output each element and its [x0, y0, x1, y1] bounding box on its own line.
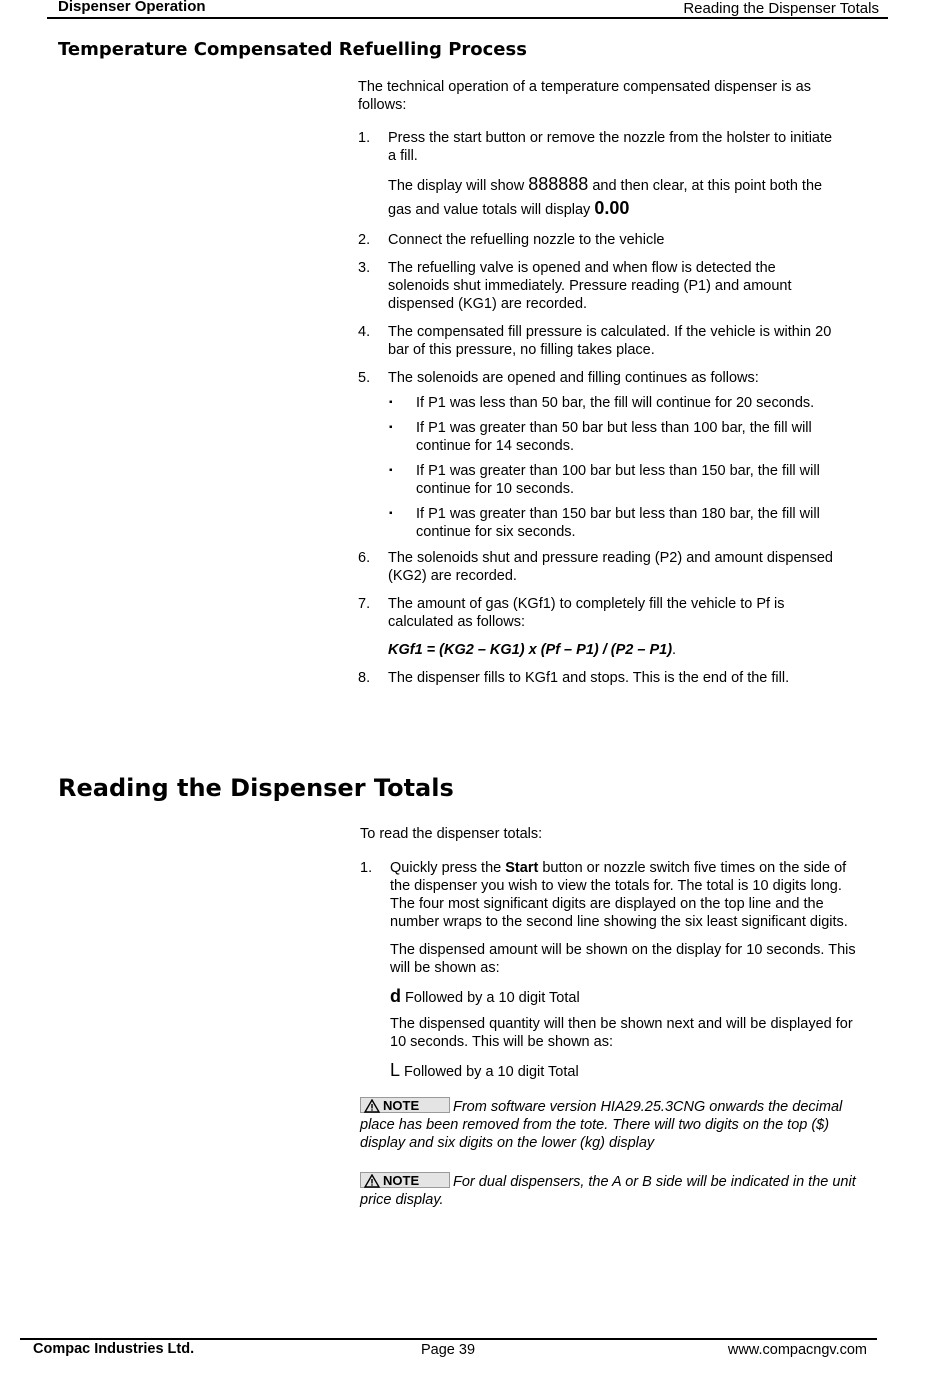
step-text: The solenoids are opened and filling continues as follows: — [388, 370, 759, 386]
start-button-label: Start — [505, 860, 539, 876]
section-title-refuelling-process: Temperature Compensated Refuelling Process — [58, 39, 527, 60]
step-6 — [358, 549, 838, 585]
note-dual-dispensers — [360, 1172, 860, 1209]
step-text: The compensated fill pressure is calculated. If the vehicle is within 20 bar of this pressure, no filling takes place. — [388, 324, 832, 358]
note-text: From software version HIA29.25.3CNG onwards the decimal place has been removed from the tote. There will two digits on the top ($) display and six digits on the lower (kg) display — [360, 1099, 843, 1151]
bullet-square-icon: ▪ — [389, 465, 393, 476]
fill-duration-bullet — [358, 505, 838, 541]
step-7 — [358, 595, 838, 631]
step-4 — [358, 323, 838, 359]
display-code-zero: 0.00 — [594, 198, 630, 218]
quantity-display-code-line — [360, 1059, 860, 1083]
bullet-text: If P1 was greater than 50 bar but less than 100 bar, the fill will continue for 14 seconds. — [416, 420, 812, 454]
display-note-text: and then clear, at this point both the gas and value totals will display — [388, 178, 823, 218]
amount-display-text: The dispensed amount will be shown on the display for 10 seconds. This will be shown as: — [390, 942, 856, 976]
quantity-display-code: L — [390, 1060, 401, 1080]
step-number: 6. — [358, 550, 371, 566]
note-software-version — [360, 1097, 860, 1152]
step-text: Quickly press the — [390, 860, 506, 876]
step-number: 7. — [358, 596, 371, 612]
amount-display-code-line — [360, 985, 860, 1009]
refuelling-process-body — [358, 78, 838, 687]
amount-display-suffix: Followed by a 10 digit Total — [401, 990, 580, 1006]
display-note-text: The display will show — [388, 178, 529, 194]
step-3 — [358, 259, 838, 313]
refuelling-intro: The technical operation of a temperature compensated dispenser is as follows: — [358, 79, 811, 113]
fill-duration-bullet — [358, 394, 838, 412]
step-text: The solenoids shut and pressure reading (P2) and amount dispensed (KG2) are recorded. — [388, 550, 833, 584]
display-note — [358, 173, 838, 221]
step-number: 8. — [358, 670, 371, 686]
step-text: The dispenser fills to KGf1 and stops. This is the end of the fill. — [388, 670, 790, 686]
step-number: 4. — [358, 324, 371, 340]
fill-duration-bullet — [358, 419, 838, 455]
bullet-text: If P1 was greater than 150 bar but less than 180 bar, the fill will continue for six seconds. — [416, 506, 820, 540]
footer-page-number: Page 39 — [421, 1342, 476, 1358]
note-label: NOTE — [383, 1098, 420, 1113]
bullet-text: If P1 was greater than 100 bar but less than 150 bar, the fill will continue for 10 seconds. — [416, 463, 820, 497]
step-text: button or nozzle switch five times on the side of the dispenser you wish to view the totals for. The total is 10 digits long. The four most significant digits are displayed on the top line and the number wraps to the second line showing the six least significant digits. — [390, 860, 848, 930]
step-5 — [358, 369, 838, 387]
step-2 — [358, 231, 838, 249]
bullet-square-icon: ▪ — [389, 422, 393, 433]
reading-totals-intro: To read the dispenser totals: — [360, 826, 543, 842]
bullet-square-icon: ▪ — [389, 397, 393, 408]
step-text: Connect the refuelling nozzle to the vehicle — [388, 232, 665, 248]
section-title-reading-totals: Reading the Dispenser Totals — [58, 774, 454, 802]
footer-website: www.compacngv.com — [727, 1342, 867, 1358]
warning-icon — [364, 1099, 380, 1113]
quantity-display-text: The dispensed quantity will then be shown next and will be displayed for 10 seconds. This will be shown as: — [390, 1016, 853, 1050]
footer-rule — [20, 1338, 877, 1340]
note-label: NOTE — [383, 1173, 420, 1188]
warning-icon — [364, 1174, 380, 1188]
step-text: The amount of gas (KGf1) to completely fill the vehicle to Pf is calculated as follows: — [388, 596, 785, 630]
running-header-section: Dispenser Operation — [58, 0, 206, 15]
fill-duration-bullet — [358, 462, 838, 498]
step-number: 1. — [358, 130, 371, 146]
header-rule — [47, 17, 888, 19]
amount-display-code: d — [390, 986, 401, 1006]
step-number: 2. — [358, 232, 371, 248]
step-text: Press the start button or remove the nozzle from the holster to initiate a fill. — [388, 130, 833, 164]
totals-step-1 — [360, 859, 860, 931]
display-code-888888: 888888 — [528, 174, 589, 194]
bullet-square-icon: ▪ — [389, 508, 393, 519]
quantity-display-suffix: Followed by a 10 digit Total — [400, 1064, 579, 1080]
note-text: For dual dispensers, the A or B side will be indicated in the unit price display. — [360, 1174, 856, 1208]
step-number: 1. — [360, 860, 373, 876]
formula-end: . — [672, 642, 677, 658]
running-header-topic: Reading the Dispenser Totals — [683, 0, 879, 17]
step-number: 5. — [358, 370, 371, 386]
formula-text: KGf1 = (KG2 – KG1) x (Pf – P1) / (P2 – P1) — [388, 642, 673, 658]
reading-totals-body — [360, 825, 860, 1209]
bullet-text: If P1 was less than 50 bar, the fill will continue for 20 seconds. — [416, 395, 815, 411]
footer-company: Compac Industries Ltd. — [33, 1341, 195, 1357]
formula — [358, 641, 838, 659]
note-badge — [360, 1097, 450, 1113]
step-1 — [358, 129, 838, 165]
step-8 — [358, 669, 838, 687]
step-text: The refuelling valve is opened and when flow is detected the solenoids shut immediately. Pressure reading (P1) and amount dispensed (KG1) are recorded. — [388, 260, 792, 312]
note-badge — [360, 1172, 450, 1188]
step-number: 3. — [358, 260, 371, 276]
